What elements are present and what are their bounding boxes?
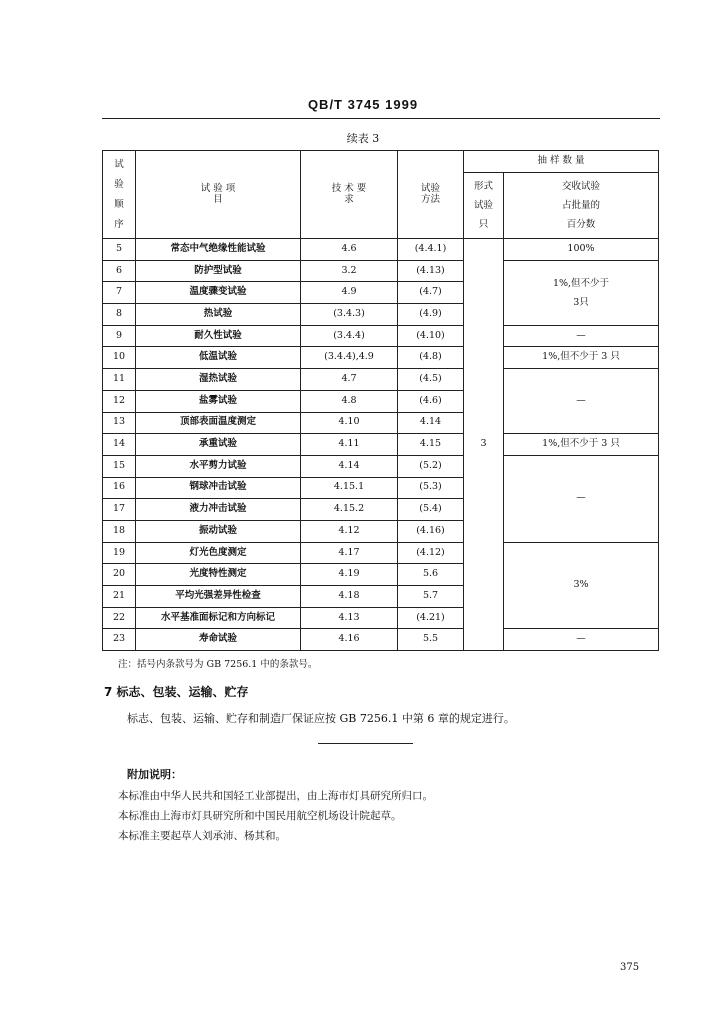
section-7-body: 标志、包装、运输、贮存和制造厂保证应按 GB 7256.1 中第 6 章的规定进行。	[127, 712, 515, 725]
header-type-test: 形式 试验 只	[464, 173, 504, 239]
table-row: 19 灯光色度测定 4.17 (4.12) 3%	[103, 542, 659, 564]
table-row: 5 常态中气绝缘性能试验 4.6 (4.4.1) 3 100%	[103, 239, 659, 261]
acceptance-r11-13: —	[504, 369, 659, 434]
table-row: 12 盐雾试验 4.8 (4.6)	[103, 390, 659, 412]
table-row: 20 光度特性测定 4.19 5.6	[103, 564, 659, 586]
table-row: 15 水平剪力试验 4.14 (5.2) —	[103, 455, 659, 477]
table-row: 14 承重试验 4.11 4.15 1%,但不少于 3 只	[103, 434, 659, 456]
table-row: 16 钢球冲击试验 4.15.1 (5.3)	[103, 477, 659, 499]
header-sampling: 抽 样 数 量	[464, 151, 659, 173]
table-row: 8 热试验 (3.4.3) (4.9)	[103, 304, 659, 326]
table-row: 13 顶部表面温度测定 4.10 4.14	[103, 412, 659, 434]
divider	[318, 743, 413, 744]
header-acceptance: 交收试验 占批量的 百分数	[504, 173, 659, 239]
additional-line-2: 本标准由上海市灯具研究所和中国民用航空机场设计院起草。	[118, 810, 402, 822]
header-seq: 试 验 顺 序	[103, 151, 136, 239]
table-row: 9 耐久性试验 (3.4.4) (4.10) —	[103, 325, 659, 347]
acceptance-r23: —	[504, 629, 659, 651]
table-note: 注：括号内条款号为 GB 7256.1 中的条款号。	[118, 659, 318, 670]
table-caption: 续表 3	[346, 132, 380, 145]
header-rule	[102, 118, 660, 119]
acceptance-r10: 1%,但不少于 3 只	[504, 347, 659, 369]
standard-code-header: QB/T 3745 1999	[307, 97, 419, 112]
header-tech: 技 术 要 求	[301, 151, 398, 239]
table-row: 11 湿热试验 4.7 (4.5) —	[103, 369, 659, 391]
additional-line-1: 本标准由中华人民共和国轻工业部提出，由上海市灯具研究所归口。	[118, 790, 433, 802]
acceptance-r9: —	[504, 325, 659, 347]
acceptance-r6-8: 1%,但不少于 3只	[504, 260, 659, 325]
additional-line-3: 本标准主要起草人刘承沛、杨其和。	[118, 830, 286, 842]
table-row: 7 温度骤变试验 4.9 (4.7)	[103, 282, 659, 304]
acceptance-r19-22: 3%	[504, 542, 659, 629]
acceptance-r14: 1%,但不少于 3 只	[504, 434, 659, 456]
table-row: 23 寿命试验 4.16 5.5 —	[103, 629, 659, 651]
type-test-quantity: 3	[464, 239, 504, 651]
test-table	[102, 150, 659, 651]
table-row: 17 液力冲击试验 4.15.2 (5.4)	[103, 499, 659, 521]
acceptance-r5: 100%	[504, 239, 659, 261]
page-number: 375	[620, 962, 640, 973]
section-7-title: 7 标志、包装、运输、贮存	[104, 685, 249, 699]
table-row: 21 平均光强差异性检查 4.18 5.7	[103, 586, 659, 608]
acceptance-r15-18: —	[504, 455, 659, 542]
table-row: 22 水平基准面标记和方向标记 4.13 (4.21)	[103, 607, 659, 629]
header-item: 试 验 项 目	[136, 151, 301, 239]
header-method: 试验 方法	[398, 151, 464, 239]
table-row: 18 振动试验 4.12 (4.16)	[103, 520, 659, 542]
table-row: 6 防护型试验 3.2 (4.13) 1%,但不少于 3只	[103, 260, 659, 282]
additional-notes-title: 附加说明：	[127, 768, 182, 781]
table-row: 10 低温试验 (3.4.4),4.9 (4.8) 1%,但不少于 3 只	[103, 347, 659, 369]
